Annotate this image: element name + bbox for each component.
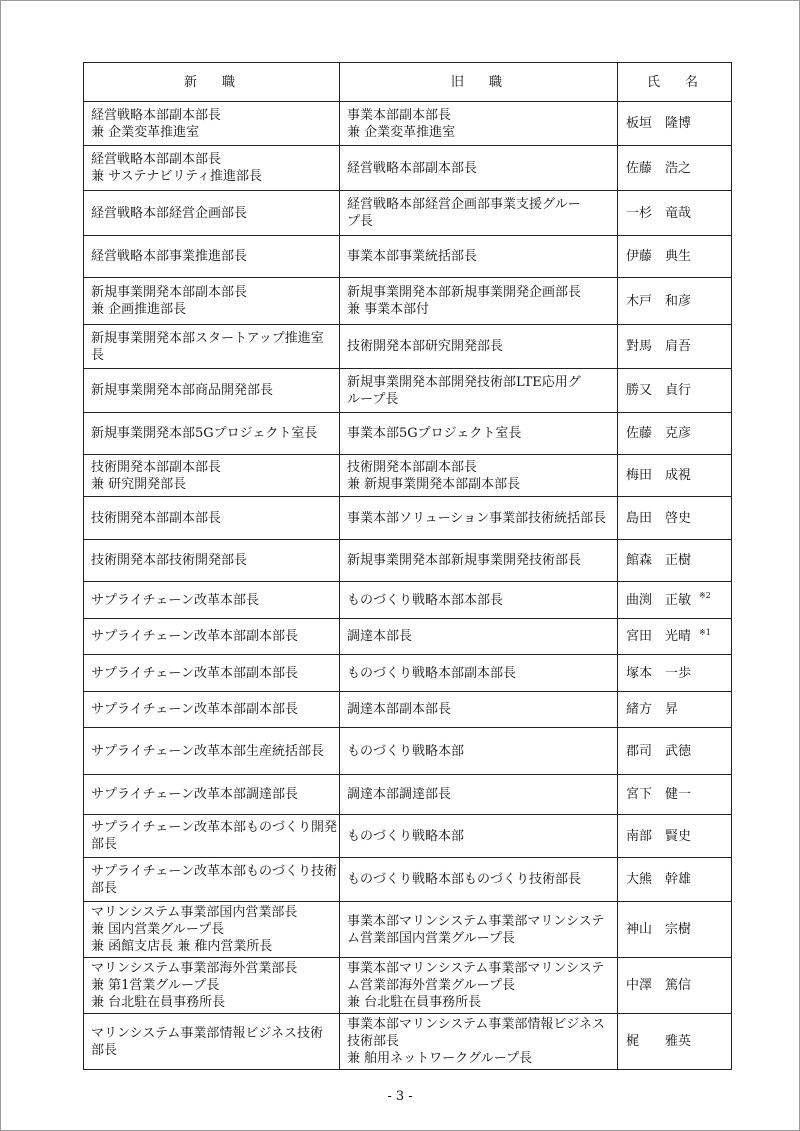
cell-line: 事業本部事業統括部長 xyxy=(347,249,478,264)
old-position-cell xyxy=(340,1014,618,1070)
old-position-cell xyxy=(340,455,618,497)
old-position-cell xyxy=(340,146,618,191)
name-cell xyxy=(618,455,732,497)
cell-line: 事業本部5Gプロジェクト室長 xyxy=(347,426,522,441)
cell-line: 技術開発本部副本部長 xyxy=(91,510,222,526)
name-cell xyxy=(618,692,732,728)
cell-line: マリンシステム事業部国内営業部長 xyxy=(91,905,298,920)
name-cell xyxy=(618,655,732,692)
table-row xyxy=(84,902,732,958)
name-cell xyxy=(618,191,732,236)
cell-line: 技術開発本部副本部長 xyxy=(347,459,478,475)
person-name: 木戸 和彦 xyxy=(626,293,692,309)
cell-line: 兼 国内営業グループ長 xyxy=(91,922,225,937)
cell-line: サプライチェーン改革本部調達部長 xyxy=(91,787,298,802)
person-name: 中澤 篤信 xyxy=(626,978,692,993)
cell-line: 調達本部調達部長 xyxy=(347,787,452,802)
cell-line: 兼 新規事業開発本部副本部長 xyxy=(347,476,521,492)
cell-line: 部長 xyxy=(91,837,118,852)
person-name: 一杉 竜哉 xyxy=(626,205,692,221)
cell-line: ものづくり戦略本部副本部長 xyxy=(347,665,517,681)
cell-line: 部長 xyxy=(91,1042,118,1058)
old-position-cell xyxy=(340,325,618,369)
name-cell xyxy=(618,540,732,582)
cell-line: プ長 xyxy=(347,214,374,229)
old-position-cell xyxy=(340,728,618,775)
cell-line: 調達本部長 xyxy=(347,629,413,644)
old-position-cell xyxy=(340,815,618,858)
person-name: 板垣 隆博 xyxy=(626,116,692,131)
cell-line: マリンシステム事業部海外営業部長 xyxy=(91,961,298,976)
table-row xyxy=(84,619,732,655)
name-cell xyxy=(618,728,732,775)
cell-line: 兼 舶用ネットワークグループ長 xyxy=(347,1051,533,1066)
cell-line: ム営業部国内営業グループ長 xyxy=(347,930,515,946)
new-position-cell xyxy=(84,902,340,958)
new-position-cell xyxy=(84,1014,340,1070)
old-position-cell xyxy=(340,540,618,582)
new-position-cell xyxy=(84,455,340,497)
new-position-cell xyxy=(84,728,340,775)
table-row xyxy=(84,325,732,369)
personnel-table xyxy=(83,62,732,1070)
person-name: 神山 宗樹 xyxy=(626,922,692,937)
table-row xyxy=(84,582,732,619)
person-name: 塚本 一歩 xyxy=(626,665,692,681)
table-row xyxy=(84,815,732,858)
cell-line: 兼 事業本部付 xyxy=(347,302,430,317)
table-row xyxy=(84,236,732,278)
cell-line: 事業本部マリンシステム事業部情報ビジネス xyxy=(347,1017,605,1032)
new-position-cell xyxy=(84,958,340,1014)
person-name: 曲渕 正敏 xyxy=(626,592,692,608)
cell-line: 新規事業開発本部新規事業開発企画部長 xyxy=(347,285,582,300)
old-position-cell xyxy=(340,102,618,146)
person-name: 郡司 武徳 xyxy=(626,743,692,759)
person-name: 伊藤 典生 xyxy=(626,249,692,264)
name-cell xyxy=(618,413,732,455)
cell-line: 兼 台北駐在員事務所長 xyxy=(347,995,482,1010)
cell-line: 新規事業開発本部商品開発部長 xyxy=(91,383,274,398)
cell-line: ものづくり戦略本部 xyxy=(347,743,465,759)
table-row xyxy=(84,958,732,1014)
cell-line: 兼 台北駐在員事務所長 xyxy=(91,995,226,1010)
cell-line: 事業本部ソリューション事業部技術統括部長 xyxy=(347,510,607,526)
old-position-cell xyxy=(340,858,618,902)
cell-line: 事業本部副本部長 xyxy=(347,107,452,123)
cell-line: サプライチェーン改革本部副本部長 xyxy=(91,702,298,717)
table-row xyxy=(84,146,732,191)
table-row xyxy=(84,775,732,815)
person-name: 勝又 貞行 xyxy=(626,383,692,398)
name-cell xyxy=(618,1014,732,1070)
cell-line: サプライチェーン改革本部生産統括部長 xyxy=(91,743,324,759)
new-position-cell xyxy=(84,858,340,902)
cell-line: 兼 第1営業グループ長 xyxy=(91,978,220,993)
old-position-cell xyxy=(340,413,618,455)
person-name: 宮下 健一 xyxy=(626,787,692,802)
name-cell xyxy=(618,902,732,958)
new-position-cell xyxy=(84,497,340,540)
name-cell xyxy=(618,236,732,278)
footnote-mark: ※2 xyxy=(699,591,711,601)
table-row xyxy=(84,102,732,146)
table-row xyxy=(84,692,732,728)
cell-line: ループ長 xyxy=(347,391,399,407)
old-position-cell xyxy=(340,619,618,655)
new-position-cell xyxy=(84,191,340,236)
header-old-position: 旧 職 xyxy=(340,63,618,102)
footnote-mark: ※1 xyxy=(699,627,711,637)
old-position-cell xyxy=(340,655,618,692)
name-cell xyxy=(618,619,732,655)
cell-line: 兼 企業変革推進室 xyxy=(347,124,456,140)
old-position-cell xyxy=(340,958,618,1014)
person-name: 對馬 肩吾 xyxy=(626,339,692,354)
new-position-cell xyxy=(84,540,340,582)
table-row xyxy=(84,1014,732,1070)
cell-line: マリンシステム事業部情報ビジネス技術 xyxy=(91,1025,323,1041)
table-row xyxy=(84,413,732,455)
cell-line: 経営戦略本部副本部長 xyxy=(91,107,222,123)
name-cell xyxy=(618,958,732,1014)
cell-line: 経営戦略本部事業推進部長 xyxy=(91,249,248,264)
page-number: - 3 - xyxy=(387,1089,413,1104)
new-position-cell xyxy=(84,369,340,413)
new-position-cell xyxy=(84,619,340,655)
name-cell xyxy=(618,325,732,369)
cell-line: サプライチェーン改革本部長 xyxy=(91,592,259,608)
new-position-cell xyxy=(84,692,340,728)
cell-line: 兼 サステナビリティ推進部長 xyxy=(91,169,263,184)
table-row xyxy=(84,540,732,582)
old-position-cell xyxy=(340,278,618,325)
table-row xyxy=(84,369,732,413)
cell-line: 新規事業開発本部5Gプロジェクト室長 xyxy=(91,426,318,441)
new-position-cell xyxy=(84,146,340,191)
person-name: 佐藤 浩之 xyxy=(626,160,692,176)
cell-line: 新規事業開発本部副本部長 xyxy=(91,285,248,300)
cell-line: 経営戦略本部副本部長 xyxy=(347,160,478,176)
old-position-cell xyxy=(340,236,618,278)
new-position-cell xyxy=(84,413,340,455)
cell-line: サプライチェーン改革本部副本部長 xyxy=(91,629,298,644)
cell-line: サプライチェーン改革本部ものづくり開発 xyxy=(91,820,337,835)
person-name: 緒方 昇 xyxy=(626,702,679,717)
header-name: 氏 名 xyxy=(618,63,732,102)
new-position-cell xyxy=(84,278,340,325)
person-name: 佐藤 克彦 xyxy=(626,426,692,441)
table-row xyxy=(84,497,732,540)
cell-line: 兼 企画推進部長 xyxy=(91,302,187,317)
cell-line: ム営業部海外営業グループ長 xyxy=(347,978,515,993)
table-row xyxy=(84,278,732,325)
cell-line: 兼 研究開発部長 xyxy=(91,476,187,492)
cell-line: 長 xyxy=(91,347,105,363)
name-cell xyxy=(618,146,732,191)
new-position-cell xyxy=(84,582,340,619)
cell-line: ものづくり戦略本部 xyxy=(347,828,465,844)
old-position-cell xyxy=(340,692,618,728)
old-position-cell xyxy=(340,582,618,619)
name-cell xyxy=(618,369,732,413)
new-position-cell xyxy=(84,236,340,278)
old-position-cell xyxy=(340,497,618,540)
cell-line: 技術開発本部研究開発部長 xyxy=(347,339,504,354)
cell-line: 新規事業開発本部スタートアップ推進室 xyxy=(91,330,324,346)
table-header-row xyxy=(84,63,732,102)
name-cell xyxy=(618,775,732,815)
cell-line: 新規事業開発本部開発技術部LTE応用グ xyxy=(347,374,581,390)
cell-line: 事業本部マリンシステム事業部マリンシステ xyxy=(347,913,605,929)
cell-line: 部長 xyxy=(91,880,118,896)
person-name: 梶 雅英 xyxy=(626,1034,692,1049)
cell-line: 調達本部副本部長 xyxy=(347,702,452,717)
cell-line: 経営戦略本部経営企画部事業支援グルー xyxy=(347,197,581,212)
old-position-cell xyxy=(340,191,618,236)
name-cell xyxy=(618,858,732,902)
new-position-cell xyxy=(84,775,340,815)
old-position-cell xyxy=(340,902,618,958)
name-cell xyxy=(618,102,732,146)
header-new-position: 新 職 xyxy=(84,63,340,102)
name-cell xyxy=(618,582,732,619)
person-name: 宮田 光晴 xyxy=(626,629,692,644)
cell-line: 技術部長 xyxy=(347,1034,400,1049)
table-row xyxy=(84,728,732,775)
cell-line: 事業本部マリンシステム事業部マリンシステ xyxy=(347,961,605,976)
cell-line: サプライチェーン改革本部ものづくり技術 xyxy=(91,863,337,879)
cell-line: 経営戦略本部経営企画部長 xyxy=(91,205,248,221)
cell-line: 技術開発本部技術開発部長 xyxy=(91,553,248,568)
new-position-cell xyxy=(84,655,340,692)
new-position-cell xyxy=(84,325,340,369)
cell-line: 兼 函館支店長 兼 稚内営業所長 xyxy=(91,939,273,954)
old-position-cell xyxy=(340,775,618,815)
table-row xyxy=(84,655,732,692)
name-cell xyxy=(618,815,732,858)
table-row xyxy=(84,858,732,902)
person-name: 島田 啓史 xyxy=(626,510,692,526)
cell-line: 兼 企業変革推進室 xyxy=(91,124,200,140)
name-cell xyxy=(618,497,732,540)
person-name: 大熊 幹雄 xyxy=(626,872,692,887)
person-name: 梅田 成視 xyxy=(626,468,692,483)
cell-line: サプライチェーン改革本部副本部長 xyxy=(91,665,298,681)
new-position-cell xyxy=(84,102,340,146)
name-cell xyxy=(618,278,732,325)
cell-line: ものづくり戦略本部本部長 xyxy=(347,592,504,608)
person-name: 館森 正樹 xyxy=(626,553,692,568)
table-row xyxy=(84,191,732,236)
cell-line: 新規事業開発本部新規事業開発技術部長 xyxy=(347,553,582,568)
person-name: 南部 賢史 xyxy=(626,828,692,844)
table-row xyxy=(84,455,732,497)
new-position-cell xyxy=(84,815,340,858)
cell-line: ものづくり戦略本部ものづくり技術部長 xyxy=(347,872,582,887)
cell-line: 経営戦略本部副本部長 xyxy=(91,152,222,167)
cell-line: 技術開発本部副本部長 xyxy=(91,459,222,475)
old-position-cell xyxy=(340,369,618,413)
